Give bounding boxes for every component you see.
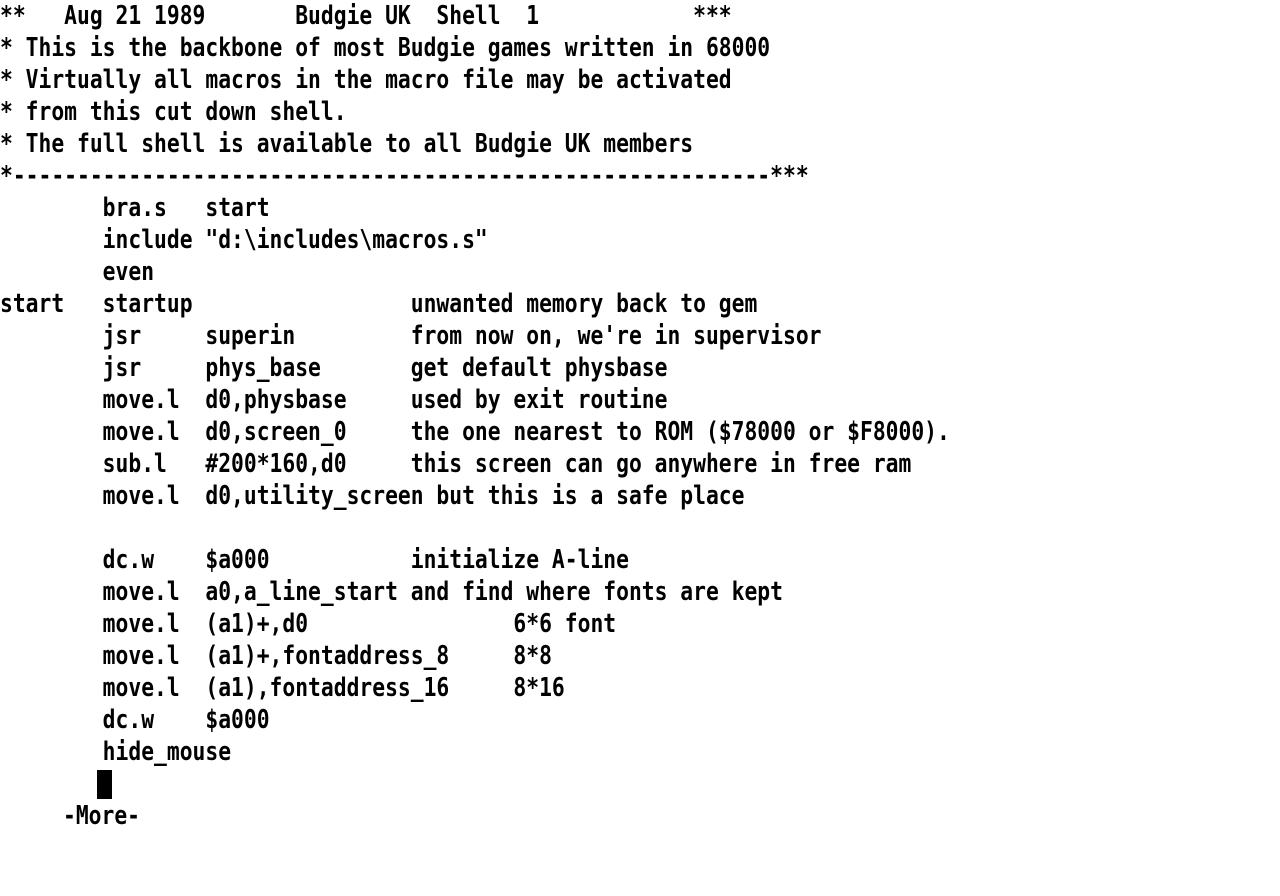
text-line: include "d:\includes\macros.s" [0,225,488,255]
text-line: even [0,257,155,287]
text-line: move.l d0,physbase used by exit routine [0,385,668,415]
more-prompt[interactable] [0,768,157,831]
text-line: move.l (a1)+,d0 6*6 font [0,609,617,639]
text-line: dc.w $a000 [0,705,270,735]
text-line: bra.s start [0,193,270,223]
text-line: move.l d0,utility_screen but this is a safe place [0,481,745,511]
text-line: *-----------------------------------------------------------*** [0,161,809,191]
text-line: * The full shell is available to all Budgie UK members [0,129,694,159]
text-line: move.l (a1)+,fontaddress_8 8*8 [0,641,552,671]
text-line: hide_mouse [0,737,232,767]
text-line: move.l (a1),fontaddress_16 8*16 [0,673,565,703]
text-line: * This is the backbone of most Budgie games written in 68000 [0,33,771,63]
text-line: move.l a0,a_line_start and find where fonts are kept [0,577,783,607]
text-line: dc.w $a000 initialize A-line [0,545,629,575]
text-line: move.l d0,screen_0 the one nearest to ROM ($78000 or $F8000). [0,417,950,447]
more-prompt-label: -More- [62,801,140,831]
text-line: jsr phys_base get default physbase [0,353,668,383]
text-line: sub.l #200*160,d0 this screen can go anywhere in free ram [0,449,912,479]
block-cursor-icon [97,770,112,799]
text-line: ** Aug 21 1989 Budgie UK Shell 1 *** [0,1,732,31]
text-line: * from this cut down shell. [0,97,347,127]
text-line: start startup unwanted memory back to gem [0,289,758,319]
text-line: jsr superin from now on, we're in supervisor [0,321,822,351]
text-line: * Virtually all macros in the macro file may be activated [0,65,732,95]
